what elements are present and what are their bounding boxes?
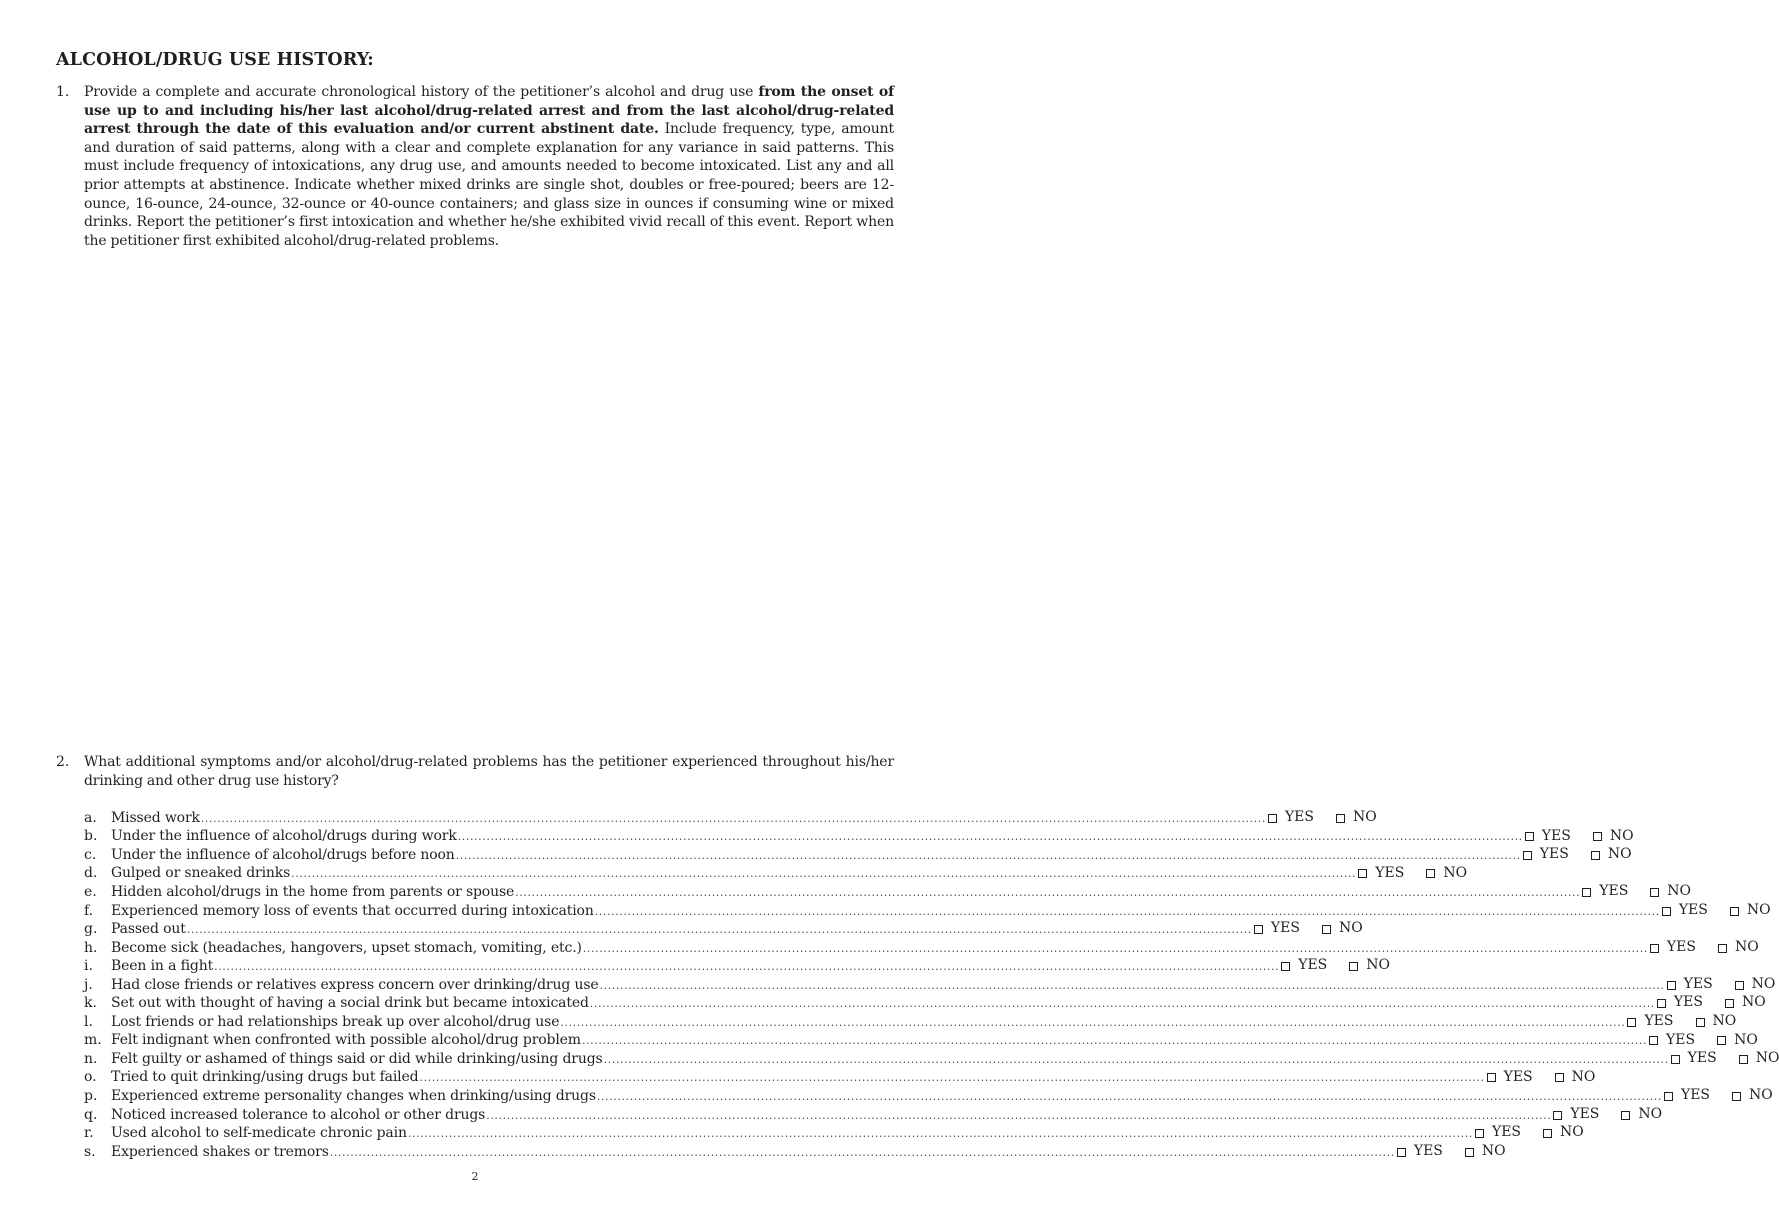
yes-checkbox[interactable]: [1664, 1092, 1673, 1101]
no-label: NO: [1667, 883, 1692, 900]
checklist-item: [84, 882, 1692, 901]
dot-leader: ....................................................................................................................................................................................................................................................................: [589, 997, 1655, 1011]
yes-checkbox[interactable]: [1650, 944, 1659, 953]
dot-leader: ....................................................................................................................................................................................................................................................................: [214, 960, 1280, 974]
item-letter: e.: [84, 883, 97, 900]
item-text: Gulped or sneaked drinks: [111, 865, 291, 882]
item-letter: b.: [84, 828, 98, 845]
yes-option[interactable]: [1475, 1123, 1521, 1142]
dot-leader: ....................................................................................................................................................................................................................................................................: [603, 1052, 1669, 1066]
dot-leader: ....................................................................................................................................................................................................................................................................: [457, 830, 1523, 844]
dot-leader: ....................................................................................................................................................................................................................................................................: [455, 848, 1521, 862]
yes-option[interactable]: [1525, 827, 1571, 846]
no-label: NO: [1734, 938, 1759, 955]
question-1-rest: Include frequency, type, amount and duration of said patterns, along with a clear and complete explanation for any variance in said patterns. This must include frequency of intoxications, any drug use, and amounts needed to become intoxicated. List any and all prior attempts at abstinence. Indicate whether mixed drinks are single shot, doubles or free-poured; beers are 12-ounce, 16-ounce, 24-ounce, 32-ounce or 40-ounce containers; and glass size in ounces if consuming wine or mixed drinks. Report the petitioner’s first intoxication and whether he/she exhibited vivid recall of this event. Report when the petitioner first exhibited alcohol/drug-related problems.: [84, 121, 894, 249]
item-letter: p.: [84, 1087, 98, 1104]
dot-leader: ....................................................................................................................................................................................................................................................................: [419, 1071, 1485, 1085]
item-text: Experienced shakes or tremors: [111, 1143, 329, 1160]
no-checkbox[interactable]: [1349, 962, 1358, 971]
no-checkbox[interactable]: [1591, 851, 1600, 860]
no-option[interactable]: [1718, 938, 1759, 957]
yes-label: YES: [1666, 1031, 1696, 1048]
checklist-item: [84, 975, 1776, 994]
yes-checkbox[interactable]: [1649, 1036, 1658, 1045]
no-option[interactable]: [1465, 1142, 1506, 1161]
no-label: NO: [1607, 846, 1632, 863]
no-checkbox[interactable]: [1739, 1055, 1748, 1064]
item-letter: l.: [84, 1013, 93, 1030]
checklist-item: [84, 827, 1634, 846]
no-option[interactable]: [1349, 956, 1390, 975]
no-option[interactable]: [1730, 901, 1771, 920]
item-text: Noticed increased tolerance to alcohol or other drugs: [111, 1106, 486, 1123]
yes-checkbox[interactable]: [1671, 1055, 1680, 1064]
item-text: Felt guilty or ashamed of things said or did while drinking/using drugs: [111, 1050, 603, 1067]
no-checkbox[interactable]: [1322, 925, 1331, 934]
yes-label: YES: [1678, 901, 1708, 918]
yes-option[interactable]: [1553, 1105, 1599, 1124]
no-option[interactable]: [1322, 919, 1363, 938]
question-1-number: 1.: [56, 84, 70, 100]
yes-label: YES: [1491, 1124, 1522, 1141]
dot-leader: ....................................................................................................................................................................................................................................................................: [200, 811, 1266, 825]
no-checkbox[interactable]: [1336, 814, 1345, 823]
yes-option[interactable]: [1582, 882, 1628, 901]
no-label: NO: [1741, 994, 1766, 1011]
item-text: Set out with thought of having a social drink but became intoxicated: [111, 995, 589, 1012]
no-option[interactable]: [1717, 1031, 1758, 1050]
no-checkbox[interactable]: [1718, 944, 1727, 953]
yes-checkbox[interactable]: [1281, 962, 1290, 971]
no-option[interactable]: [1650, 882, 1691, 901]
no-option[interactable]: [1593, 827, 1634, 846]
dot-leader: ....................................................................................................................................................................................................................................................................: [407, 1127, 1473, 1141]
item-letter: n.: [84, 1050, 98, 1067]
yes-label: YES: [1687, 1050, 1717, 1067]
dot-leader: ....................................................................................................................................................................................................................................................................: [599, 978, 1665, 992]
item-text: Tried to quit drinking/using drugs but failed: [111, 1069, 419, 1086]
dot-leader: ....................................................................................................................................................................................................................................................................: [486, 1108, 1552, 1122]
no-checkbox[interactable]: [1543, 1129, 1552, 1138]
no-label: NO: [1749, 1087, 1773, 1104]
no-option[interactable]: [1426, 864, 1467, 883]
yes-option[interactable]: [1268, 808, 1314, 827]
yes-option[interactable]: [1650, 938, 1696, 957]
yes-option[interactable]: [1487, 1068, 1533, 1087]
yes-option[interactable]: [1657, 993, 1703, 1012]
yes-option[interactable]: [1627, 1012, 1673, 1031]
yes-label: YES: [1503, 1068, 1533, 1085]
yes-checkbox[interactable]: [1667, 981, 1676, 990]
question-2-number: 2.: [56, 754, 70, 770]
item-letter: q.: [84, 1106, 98, 1123]
item-letter: f.: [84, 902, 94, 919]
checklist-item: [84, 808, 1377, 827]
item-letter: d.: [84, 865, 98, 882]
yes-checkbox[interactable]: [1582, 888, 1591, 897]
dot-leader: ....................................................................................................................................................................................................................................................................: [329, 1145, 1395, 1159]
dot-leader: ....................................................................................................................................................................................................................................................................: [186, 923, 1252, 937]
checklist-item: [84, 956, 1390, 975]
yes-option[interactable]: [1664, 1086, 1710, 1105]
yes-label: YES: [1375, 864, 1405, 881]
checklist-item: [84, 1142, 1506, 1161]
item-letter: s.: [84, 1143, 96, 1160]
item-text: Lost friends or had relationships break up over alcohol/drug use: [111, 1013, 560, 1030]
yes-label: YES: [1539, 846, 1569, 863]
yes-option[interactable]: [1397, 1142, 1443, 1161]
checklist-item: [84, 1086, 1773, 1105]
yes-checkbox[interactable]: [1268, 814, 1277, 823]
question-1-text: [84, 83, 894, 250]
question-2: [56, 753, 894, 790]
item-letter: r.: [84, 1125, 94, 1142]
yes-label: YES: [1644, 1013, 1674, 1030]
checklist-item: [84, 993, 1766, 1012]
yes-option[interactable]: [1254, 919, 1300, 938]
no-label: NO: [1338, 920, 1363, 937]
yes-option[interactable]: [1662, 901, 1708, 920]
item-text: Under the influence of alcohol/drugs before noon: [111, 846, 455, 863]
no-option[interactable]: [1696, 1012, 1737, 1031]
item-letter: i.: [84, 958, 93, 975]
no-option[interactable]: [1735, 975, 1776, 994]
no-checkbox[interactable]: [1465, 1148, 1474, 1157]
dot-leader: ....................................................................................................................................................................................................................................................................: [582, 941, 1648, 955]
checklist-item: [84, 1123, 1584, 1142]
checklist-item: [84, 845, 1632, 864]
item-text: Become sick (headaches, hangovers, upset stomach, vomiting, etc.): [111, 939, 582, 956]
yes-label: YES: [1270, 920, 1300, 937]
no-option[interactable]: [1621, 1105, 1662, 1124]
question-2-text: What additional symptoms and/or alcohol/drug-related problems has the petitioner experienced throughout his/her drinking and other drug use history?: [84, 754, 894, 789]
no-option[interactable]: [1543, 1123, 1584, 1142]
item-letter: c.: [84, 846, 97, 863]
yes-checkbox[interactable]: [1487, 1073, 1496, 1082]
yes-label: YES: [1673, 994, 1703, 1011]
question-1-bold-text: from the onset of use up to and including his/her last alcohol/drug-related arrest and from the last alcohol/drug-related arrest through the date of this evaluation and/or current abstinent date.: [84, 84, 894, 138]
no-label: NO: [1755, 1050, 1779, 1067]
item-text: Missed work: [111, 809, 200, 826]
no-label: NO: [1571, 1068, 1596, 1085]
dot-leader: ....................................................................................................................................................................................................................................................................: [515, 885, 1581, 899]
no-label: NO: [1734, 1031, 1758, 1048]
yes-checkbox[interactable]: [1553, 1111, 1562, 1120]
no-checkbox[interactable]: [1717, 1036, 1726, 1045]
no-checkbox[interactable]: [1555, 1073, 1564, 1082]
no-option[interactable]: [1725, 993, 1766, 1012]
no-checkbox[interactable]: [1725, 999, 1734, 1008]
item-letter: a.: [84, 809, 97, 826]
no-option[interactable]: [1555, 1068, 1596, 1087]
no-checkbox[interactable]: [1696, 1018, 1705, 1027]
checklist-item: [84, 1031, 1758, 1050]
item-text: Passed out: [111, 921, 186, 938]
yes-option[interactable]: [1671, 1049, 1717, 1068]
section-title: ALCOHOL/DRUG USE HISTORY:: [56, 50, 374, 70]
item-letter: j.: [84, 976, 93, 993]
item-text: Used alcohol to self-medicate chronic pain: [111, 1125, 407, 1142]
no-checkbox[interactable]: [1650, 888, 1659, 897]
yes-checkbox[interactable]: [1525, 832, 1534, 841]
no-label: NO: [1560, 1124, 1584, 1141]
item-text: Hidden alcohol/drugs in the home from parents or spouse: [111, 883, 515, 900]
page-number: 2: [471, 1170, 479, 1183]
checklist-item: [84, 901, 1771, 920]
no-label: NO: [1751, 975, 1776, 992]
item-letter: g.: [84, 921, 98, 938]
yes-checkbox[interactable]: [1627, 1018, 1636, 1027]
no-checkbox[interactable]: [1730, 907, 1739, 916]
checklist-item: [84, 919, 1363, 938]
checklist-item: [84, 1105, 1663, 1124]
yes-checkbox[interactable]: [1657, 999, 1666, 1008]
yes-label: YES: [1541, 827, 1571, 844]
no-label: NO: [1712, 1013, 1737, 1030]
no-label: NO: [1443, 864, 1468, 881]
yes-option[interactable]: [1358, 864, 1404, 883]
dot-leader: ....................................................................................................................................................................................................................................................................: [594, 904, 1660, 918]
dot-leader: ....................................................................................................................................................................................................................................................................: [596, 1089, 1662, 1103]
no-option[interactable]: [1732, 1086, 1773, 1105]
item-letter: m.: [84, 1032, 102, 1049]
question-1-intro: Provide a complete and accurate chronological history of the petitioner’s alcohol and drug use: [84, 84, 759, 100]
no-label: NO: [1746, 901, 1771, 918]
yes-checkbox[interactable]: [1397, 1148, 1406, 1157]
yes-checkbox[interactable]: [1523, 851, 1532, 860]
no-label: NO: [1638, 1105, 1663, 1122]
item-text: Experienced memory loss of events that occurred during intoxication: [111, 902, 594, 919]
no-option[interactable]: [1739, 1049, 1779, 1068]
no-label: NO: [1353, 809, 1377, 825]
item-text: Felt indignant when confronted with possible alcohol/drug problem: [111, 1032, 581, 1049]
yes-label: YES: [1683, 975, 1713, 992]
item-letter: h.: [84, 939, 98, 956]
yes-label: YES: [1413, 1142, 1443, 1159]
yes-label: YES: [1570, 1105, 1600, 1122]
yes-checkbox[interactable]: [1358, 869, 1367, 878]
checklist-item: [84, 1068, 1596, 1087]
checklist-item: [84, 938, 1759, 957]
dot-leader: ....................................................................................................................................................................................................................................................................: [291, 867, 1357, 881]
no-checkbox[interactable]: [1593, 832, 1602, 841]
no-label: NO: [1609, 827, 1634, 844]
no-label: NO: [1481, 1142, 1506, 1159]
yes-option[interactable]: [1523, 845, 1569, 864]
yes-checkbox[interactable]: [1254, 925, 1263, 934]
yes-option[interactable]: [1281, 956, 1327, 975]
yes-checkbox[interactable]: [1662, 907, 1671, 916]
yes-option[interactable]: [1667, 975, 1713, 994]
no-checkbox[interactable]: [1735, 981, 1744, 990]
checklist-item: [84, 1049, 1779, 1068]
yes-label: YES: [1666, 938, 1696, 955]
item-letter: k.: [84, 995, 97, 1012]
dot-leader: ....................................................................................................................................................................................................................................................................: [560, 1015, 1626, 1029]
no-checkbox[interactable]: [1426, 869, 1435, 878]
yes-option[interactable]: [1649, 1031, 1695, 1050]
item-text: Experienced extreme personality changes when drinking/using drugs: [111, 1087, 596, 1104]
no-checkbox[interactable]: [1621, 1111, 1630, 1120]
yes-label: YES: [1599, 883, 1629, 900]
no-option[interactable]: [1336, 808, 1377, 827]
symptom-checklist: [84, 808, 1779, 1160]
no-option[interactable]: [1591, 845, 1632, 864]
yes-label: YES: [1284, 809, 1314, 825]
checklist-item: [84, 864, 1468, 883]
item-text: Had close friends or relatives express concern over drinking/drug use: [111, 976, 599, 993]
no-checkbox[interactable]: [1732, 1092, 1741, 1101]
yes-label: YES: [1680, 1087, 1711, 1104]
no-label: NO: [1366, 957, 1390, 974]
question-1: [56, 83, 894, 250]
item-text: Under the influence of alcohol/drugs during work: [111, 828, 457, 845]
checklist-item: [84, 1012, 1737, 1031]
yes-checkbox[interactable]: [1475, 1129, 1484, 1138]
dot-leader: ....................................................................................................................................................................................................................................................................: [581, 1034, 1648, 1048]
yes-label: YES: [1298, 957, 1328, 974]
item-text: Been in a fight: [111, 958, 214, 975]
item-letter: o.: [84, 1069, 97, 1086]
